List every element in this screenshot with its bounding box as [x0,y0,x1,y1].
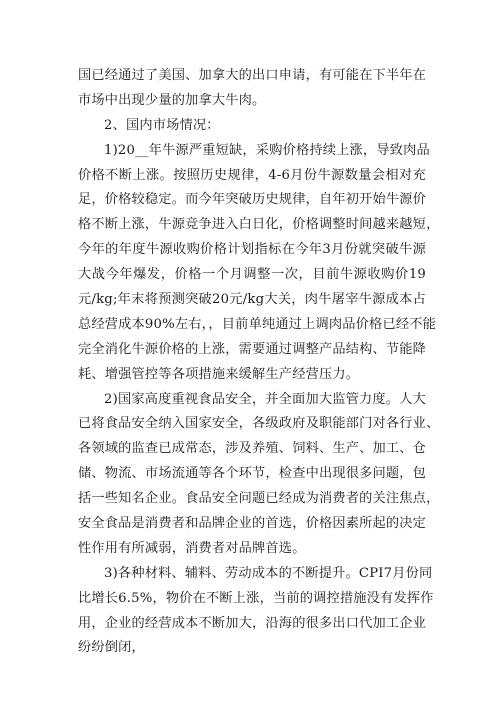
text-line: 已将食品安全纳入国家安全，各级政府及职能部门对各行业、 [78,416,440,432]
text-line: 今年的年度牛源收购价格计划指标在今年3月份就突破牛源 [78,242,426,258]
text-line: 耗、增强管控等各项措施来缓解生产经营压力。 [78,366,360,382]
text-line: 总经营成本90%左右，，目前单纯通过上调肉品价格已经不能 [78,316,436,332]
text-line: 3)各种材料、辅料、劳动成本的不断提升。CPI7月份同 [104,565,433,581]
text-line: 价格不断上涨。按照历史规律，4-6月份牛源数量会相对充 [78,167,426,183]
text-line: 括一些知名企业。食品安全问题已经成为消费者的关注焦点， [78,491,440,507]
text-line: 格不断上涨，牛源竞争进入白日化，价格调整时间越来越短， [78,217,440,233]
text-line: 大战今年爆发，价格一个月调整一次，目前牛源收购价19 [78,267,426,283]
text-line: 元/kg;年末将预测突破20元/kg大关，肉牛屠宰牛源成本占 [78,292,426,308]
text-line: 储、物流、市场流通等各个环节，检查中出现很多问题，包 [78,466,427,482]
text-line: 2、国内市场情况： [104,117,220,133]
text-line: 市场中出现少量的加拿大牛肉。 [78,92,266,108]
text-line: 各领域的监查已成常态，涉及养殖、饲料、生产、加工、仓 [78,441,427,457]
text-line: 性作用有所减弱，消费者对品牌首选。 [78,540,306,556]
document-body [78,64,440,661]
text-line: 完全消化牛源价格的上涨，需要通过调整产品结构、节能降 [78,341,427,357]
text-line: 比增长6.5%，物价在不断上涨，当前的调控措施没有发挥作 [78,590,434,606]
text-line: 国已经通过了美国、加拿大的出口申请，有可能在下半年在 [78,68,427,83]
text-line: 纷纷倒闭， [78,640,145,656]
text-line: 用，企业的经营成本不断加大，沿海的很多出口代加工企业 [78,615,427,631]
text-line: 足，价格较稳定。而今年突破历史规律，自年初开始牛源价 [78,192,427,208]
text-line: 1)20__年牛源严重短缺，采购价格持续上涨，导致肉品 [104,142,430,158]
text-line: 2)国家高度重视食品安全，并全面加大监管力度。人大 [104,391,426,407]
text-line: 安全食品是消费者和品牌企业的首选，价格因素所起的决定 [78,516,427,532]
